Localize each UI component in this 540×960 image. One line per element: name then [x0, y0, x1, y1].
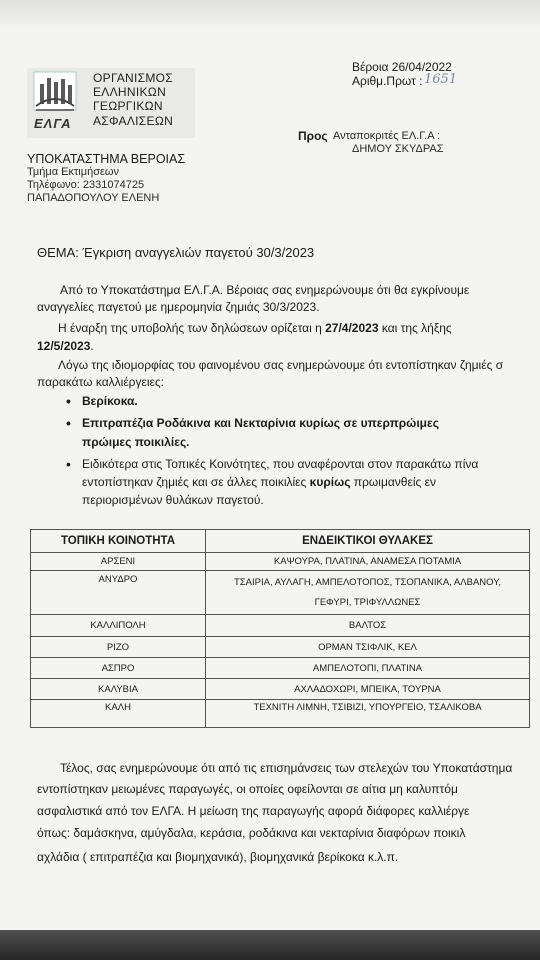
- submission-end-date: 12/5/2023: [37, 339, 91, 353]
- areas-cell: ΟΡΜΑΝ ΤΣΙΦΛΙΚ, ΚΕΛ: [206, 637, 530, 658]
- closing-line-3: ασφαλιστικά από τον ΕΛΓΑ. Η μείωση της παραγωγής αφορά διάφορες καλλιέργε: [37, 804, 470, 818]
- table-row: [31, 700, 530, 728]
- submission-start-text: Η έναρξη της υποβολής των δηλώσεων ορίζεται η: [58, 321, 326, 335]
- org-name-line-3: ΓΕΩΡΓΙΚΩΝ: [93, 99, 163, 113]
- community-cell: ΚΑΛΥΒΙΑ: [31, 679, 206, 700]
- areas-cell: ΑΧΛΑΔΟΧΩΡΙ, ΜΠΕΙΚΑ, ΤΟΥΡΝΑ: [206, 679, 530, 700]
- paragraph-2-line-1: [58, 321, 452, 335]
- table-header-row: [31, 530, 530, 553]
- protocol-label: Αριθμ.Πρωτ :: [352, 74, 423, 88]
- paragraph-3-line-1: Λόγω της ιδιομορφίας του φαινομένου σας ενημερώνουμε ότι εντοπίστηκαν ζημιές σ: [58, 358, 504, 372]
- table-row: [31, 637, 530, 658]
- closing-line-5: αχλάδια ( επιτραπέζια και βιομηχανικά), βιομηχανικά βερίκοκα κ.λ.π.: [37, 850, 399, 864]
- submission-end-text: και της λήξης: [378, 321, 452, 335]
- background-surface: [0, 930, 540, 960]
- community-cell: ΚΑΛΛΙΠΟΛΗ: [31, 615, 206, 637]
- recipient-line-1: Ανταποκριτές ΕΛ.Γ.Α :: [333, 130, 441, 142]
- submission-start-date: 27/4/2023: [325, 321, 379, 335]
- department: Τμήμα Εκτιμήσεων: [27, 166, 119, 178]
- place-date: Βέροια 26/04/2022: [352, 60, 452, 74]
- column-header-community: ΤΟΠΙΚΗ ΚΟΙΝΟΤΗΤΑ: [31, 530, 206, 553]
- community-cell: ΑΡΣΕΝΙ: [31, 553, 206, 571]
- areas-cell: ΚΑΨΟΥΡΑ, ΠΛΑΤΙΝΑ, ΑΝΑΜΕΣΑ ΠΟΤΑΜΙΑ: [206, 553, 530, 571]
- contact-person: ΠΑΠΑΔΟΠΟΥΛΟΥ ΕΛΕΝΗ: [27, 192, 160, 204]
- areas-cell: ΤΕΧΝΙΤΗ ΛΙΜΝΗ, ΤΣΙΒΙΖΙ, ΥΠΟΥΡΓΕΙΟ, ΤΣΑΛΙΚΟΒΑ: [206, 700, 530, 728]
- crop-list: [58, 392, 538, 509]
- closing-line-4: όπως: δαμάσκηνα, αμύγδαλα, κεράσια, ροδάκινα και νεκταρίνια διαφόρων ποικιλ: [37, 826, 466, 840]
- subject-line: ΘΕΜΑ: Έγκριση αναγγελιών παγετού 30/3/2023: [37, 245, 315, 260]
- list-item: • Επιτραπέζια Ροδάκινα και Νεκταρίνια κυρίως σε υπερπρώιμες πρώιμες ποικιλίες.: [58, 414, 538, 452]
- areas-cell: ΤΣΑΙΡΙΑ, ΑΥΛΑΓΗ, ΑΜΠΕΛΟΤΟΠΟΣ, ΤΣΟΠΑΝΙΚΑ, ΑΛΒΑΝΟΥ, ΓΕΦΥΡΙ, ΤΡΙΦΥΛΛΩΝΕΣ: [206, 571, 530, 615]
- areas-cell: ΒΑΛΤΟΣ: [206, 615, 530, 637]
- table-row: [31, 571, 530, 615]
- column-header-areas: ΕΝΔΕΙΚΤΙΚΟΙ ΘΥΛΑΚΕΣ: [206, 530, 530, 553]
- list-item: • Ειδικότερα στις Τοπικές Κοινότητες, που αναφέρονται στον παρακάτω πίνα εντοπίστηκαν ζημιές και σε άλλες ποικιλίες κυρίως πρωιμανθείς εν περιορισμένων θυλάκων παγετού.: [58, 455, 538, 509]
- table-row: [31, 658, 530, 679]
- org-name-line-2: ΕΛΛΗΝΙΚΩΝ: [93, 85, 167, 99]
- list-item: • Βερίκοκα.: [58, 392, 538, 411]
- paragraph-3-line-2: παρακάτω καλλιέργειες:: [37, 375, 164, 389]
- table-row: [31, 553, 530, 571]
- protocol-number: 1651: [424, 72, 458, 87]
- page-shadow: [0, 0, 540, 30]
- paragraph-1-line-1: Από το Υποκατάστημα ΕΛ.Γ.Α. Βέροιας σας ενημερώνουμε ότι θα εγκρίνουμε: [60, 283, 470, 297]
- to-label: Προς: [298, 129, 328, 143]
- org-name-line-4: ΑΣΦΑΛΙΣΕΩΝ: [93, 114, 174, 128]
- branch-name: ΥΠΟΚΑΤΑΣΤΗΜΑ ΒΕΡΟΙΑΣ: [27, 152, 186, 166]
- table-row: [31, 679, 530, 700]
- recipient-line-2: ΔΗΜΟΥ ΣΚΥΔΡΑΣ: [352, 143, 444, 155]
- paragraph-1-line-2: αναγγελίες παγετού με ημερομηνία ζημιάς 30/3/2023.: [37, 300, 320, 314]
- org-name-line-1: ΟΡΓΑΝΙΣΜΟΣ: [93, 71, 174, 85]
- table-row: [31, 615, 530, 637]
- community-cell: ΑΝΥΔΡΟ: [31, 571, 206, 615]
- community-cell: ΑΣΠΡΟ: [31, 658, 206, 679]
- logo-text: ΕΛΓΑ: [34, 116, 72, 131]
- closing-line-1: Τέλος, σας ενημερώνουμε ότι από τις επισημάνσεις των στελεχών του Υποκατάστημα: [60, 761, 513, 775]
- paragraph-2-line-2: [37, 339, 94, 353]
- areas-cell: ΑΜΠΕΛΟΤΟΠΙ, ΠΛΑΤΙΝΑ: [206, 658, 530, 679]
- frost-pockets-table: [30, 529, 530, 728]
- community-cell: ΚΑΛΗ: [31, 700, 206, 728]
- period: .: [90, 339, 94, 353]
- phone: Τηλέφωνο: 2331074725: [27, 179, 145, 191]
- closing-line-2: εντοπίστηκαν μειωμένες παραγωγές, οι οποίες οφείλονται σε αίτια μη καλυπτόμ: [37, 782, 458, 796]
- community-cell: ΡΙΖΟ: [31, 637, 206, 658]
